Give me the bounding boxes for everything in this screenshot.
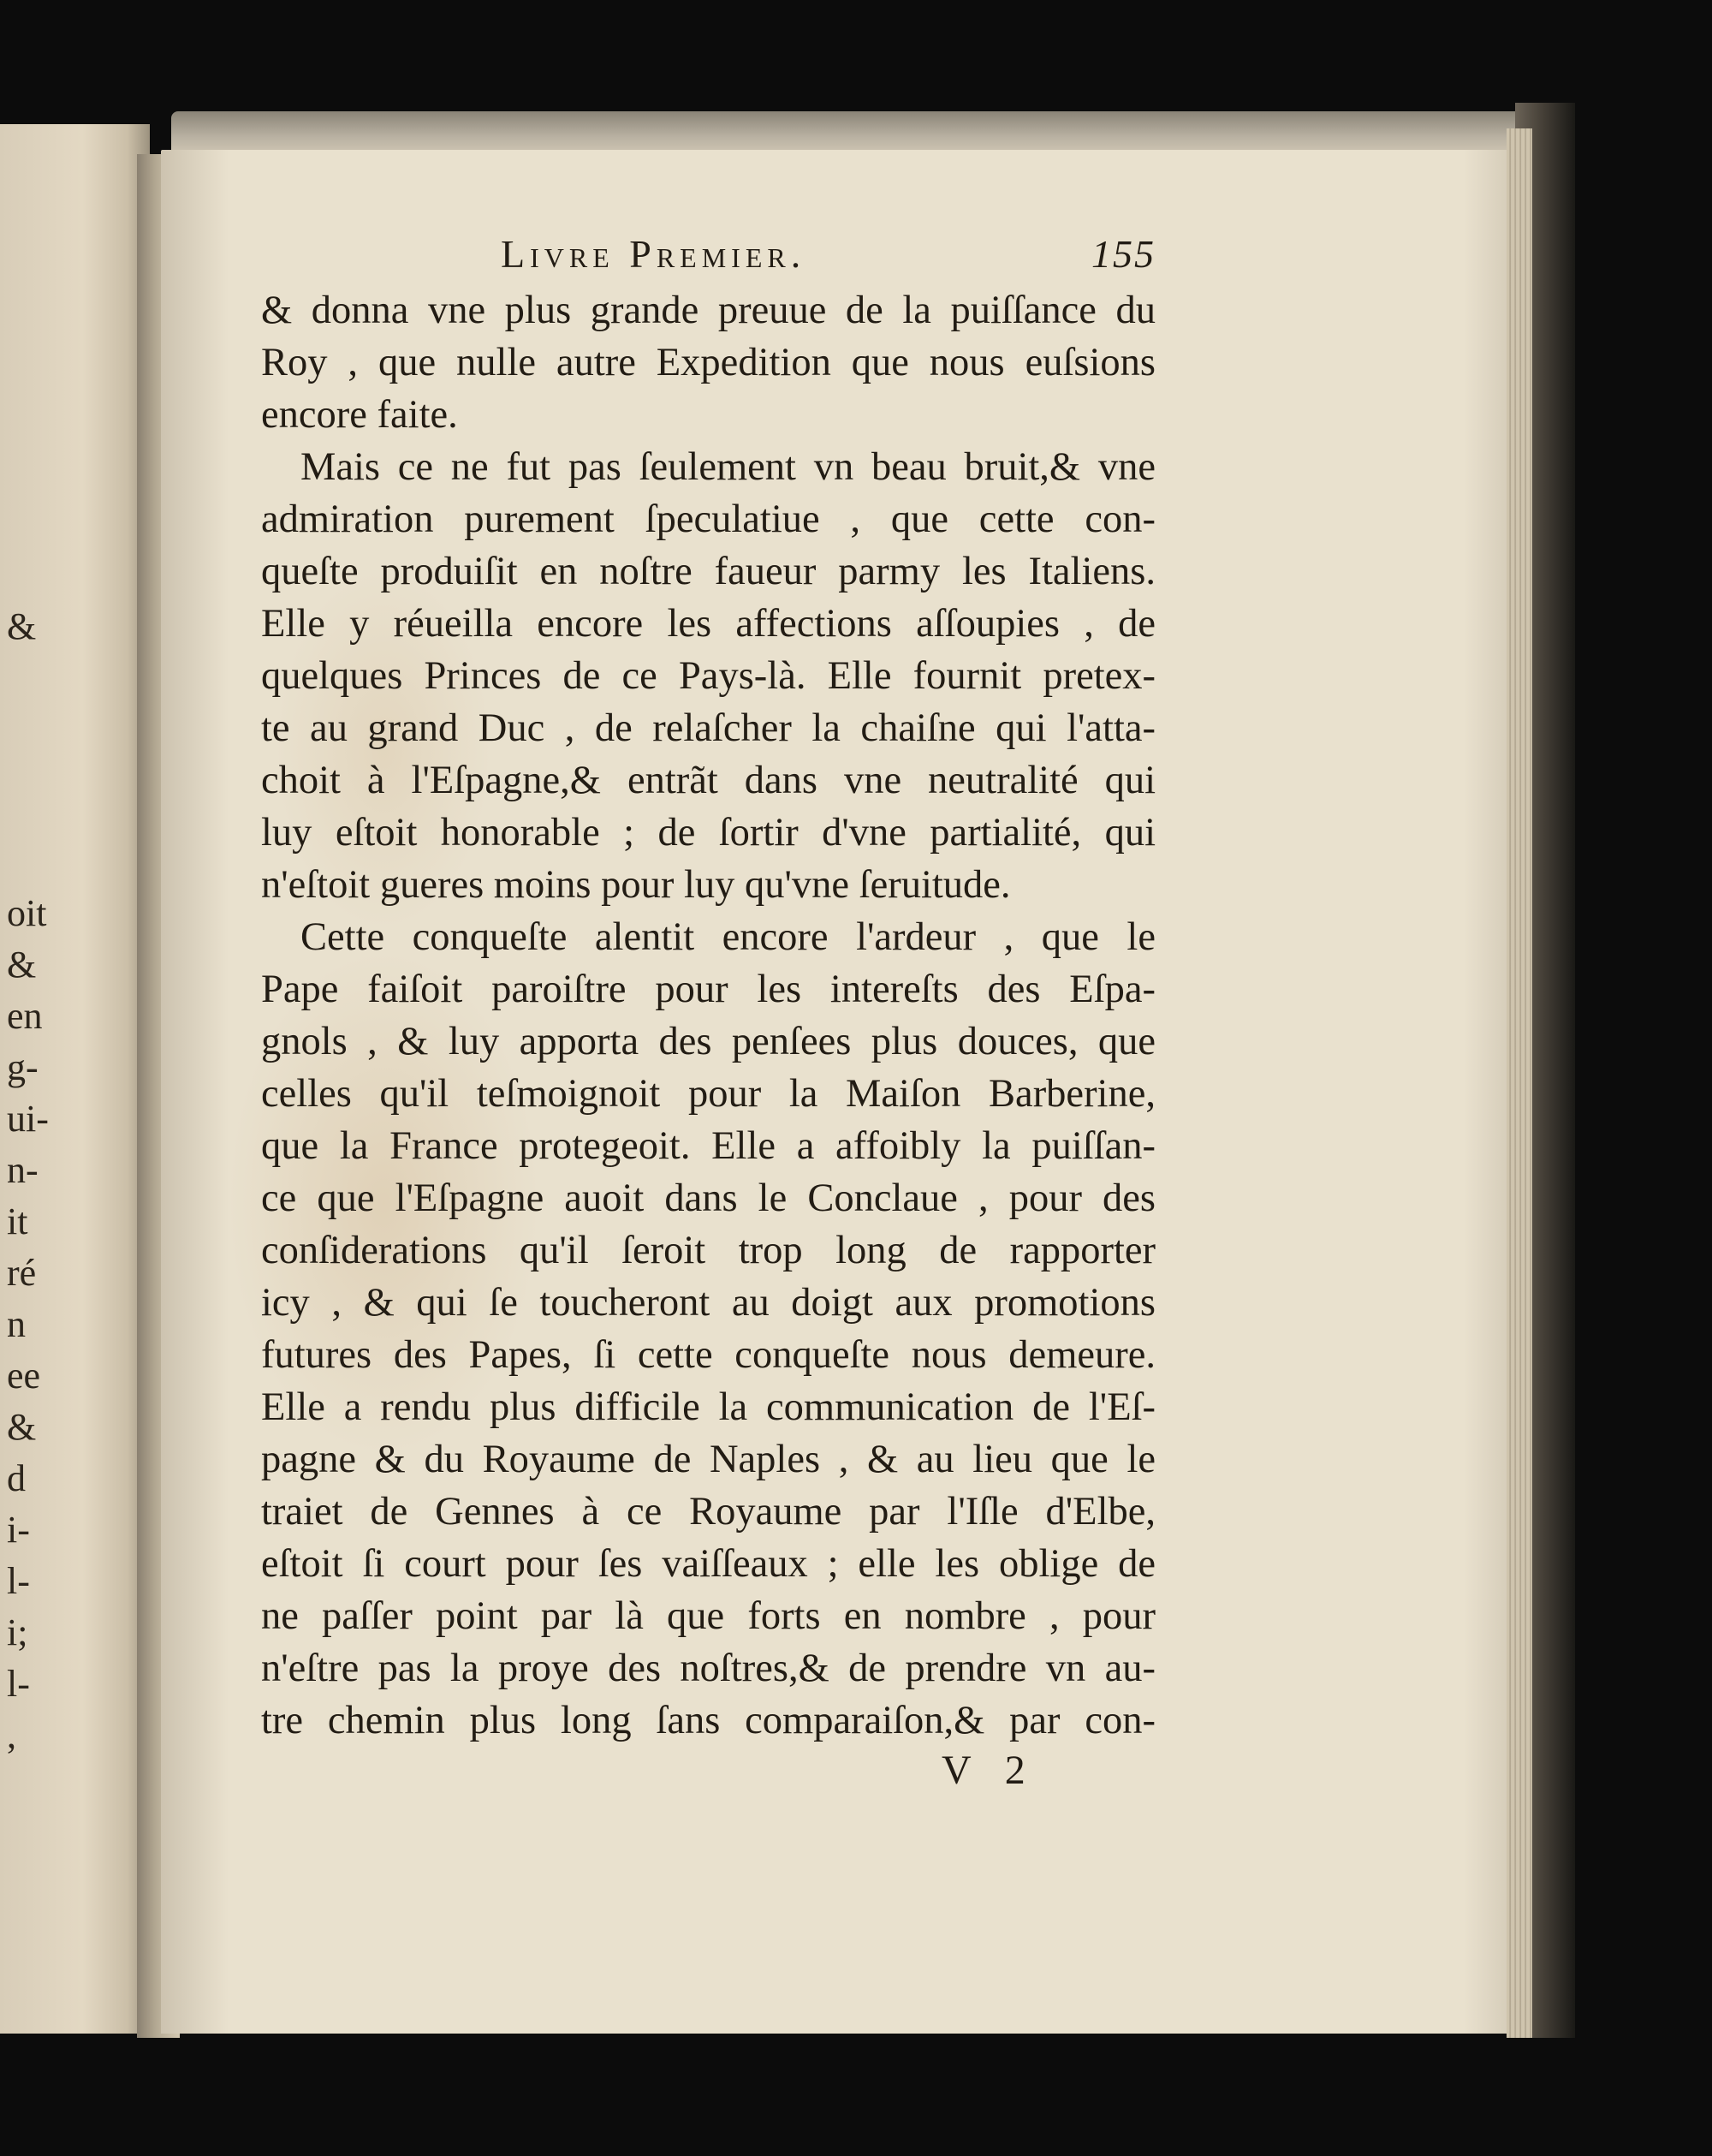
facing-page-fragment: l- bbox=[7, 1560, 30, 1602]
text-line: te au grand Duc , de relaſcher la chaiſne qui l'atta- bbox=[261, 706, 1156, 750]
text-line: Elle y réueilla encore les affections aſſoupies , de bbox=[261, 602, 1156, 646]
running-head: Livre Premier. bbox=[501, 232, 806, 276]
text-line: pagne & du Royaume de Naples , & au lieu que le bbox=[261, 1438, 1156, 1481]
text-line: eſtoit ſi court pour ſes vaiſſeaux ; elle les oblige de bbox=[261, 1542, 1156, 1586]
text-line: luy eſtoit honorable ; de ſortir d'vne partialité, qui bbox=[261, 811, 1156, 855]
facing-page-fragment: ré bbox=[7, 1252, 37, 1294]
facing-page-fragment: & bbox=[7, 944, 37, 986]
text-line: quelques Princes de ce Pays-là. Elle fournit pretex- bbox=[261, 654, 1156, 698]
facing-page-fragment: & bbox=[7, 1406, 37, 1448]
facing-page-fragment: n bbox=[7, 1303, 26, 1345]
facing-page-fragment: , bbox=[7, 1714, 16, 1756]
text-line: ne paſſer point par là que forts en nombre , pour bbox=[261, 1594, 1156, 1638]
facing-page-fragment: l- bbox=[7, 1663, 30, 1705]
text-line: Pape faiſoit paroiſtre pour les intereſts des Eſpa- bbox=[261, 968, 1156, 1011]
text-line: icy , & qui ſe toucheront au doigt aux promotions bbox=[261, 1281, 1156, 1325]
page-text-block bbox=[261, 231, 1156, 1747]
text-line: ce que l'Eſpagne auoit dans le Conclaue , pour des bbox=[261, 1176, 1156, 1220]
text-line: Elle a rendu plus difficile la communication de l'Eſ- bbox=[261, 1385, 1156, 1429]
facing-page-fragment: en bbox=[7, 995, 43, 1037]
paragraph-start-line: Cette conqueſte alentit encore l'ardeur , que le bbox=[300, 915, 1156, 959]
facing-page-fragment: oit bbox=[7, 892, 47, 934]
text-line: n'eſtre pas la proye des noſtres,& de prendre vn au- bbox=[261, 1647, 1156, 1690]
facing-page-fragment: ui- bbox=[7, 1098, 49, 1140]
text-line: Roy , que nulle autre Expedition que nous euſsions bbox=[261, 341, 1156, 384]
text-line: choit à l'Eſpagne,& entrãt dans vne neutralité qui bbox=[261, 759, 1156, 802]
text-line: traiet de Gennes à ce Royaume par l'Iſle d'Elbe, bbox=[261, 1490, 1156, 1534]
facing-page-fragment: i; bbox=[7, 1611, 28, 1653]
facing-page-left bbox=[0, 124, 150, 2034]
text-line: futures des Papes, ſi cette conqueſte nous demeure. bbox=[261, 1333, 1156, 1377]
text-line: admiration purement ſpeculatiue , que cette con- bbox=[261, 497, 1156, 541]
facing-page-fragment: it bbox=[7, 1200, 28, 1242]
page-number: 155 bbox=[1091, 232, 1156, 276]
text-line: tre chemin plus long ſans comparaiſon,& par con- bbox=[261, 1699, 1156, 1742]
text-line: celles qu'il teſmoignoit pour la Maiſon Barberine, bbox=[261, 1072, 1156, 1116]
page-header bbox=[261, 231, 1156, 284]
facing-page-fragment: n- bbox=[7, 1149, 39, 1191]
paragraph-start-line: Mais ce ne fut pas ſeulement vn beau bruit,& vne bbox=[300, 445, 1156, 489]
signature-mark: V 2 bbox=[942, 1748, 1037, 1793]
facing-page-fragment: i- bbox=[7, 1509, 30, 1551]
facing-page-fragment: ee bbox=[7, 1355, 41, 1397]
text-line: encore faite. bbox=[261, 393, 458, 437]
facing-page-fragment: g- bbox=[7, 1046, 39, 1088]
text-line: & donna vne plus grande preuue de la puiſſance du bbox=[261, 289, 1156, 332]
text-line: queſte produiſit en noſtre faueur parmy les Italiens. bbox=[261, 550, 1156, 593]
facing-page-fragment: & bbox=[7, 605, 37, 647]
text-line: n'eſtoit gueres moins pour luy qu'vne ſeruitude. bbox=[261, 863, 1011, 907]
page-fore-edge bbox=[1507, 128, 1532, 2038]
text-line: que la France protegeoit. Elle a affoibly la puiſſan- bbox=[261, 1124, 1156, 1168]
text-line: conſiderations qu'il ſeroit trop long de rapporter bbox=[261, 1229, 1156, 1272]
book-top-edge bbox=[171, 111, 1549, 154]
text-line: gnols , & luy apporta des penſees plus douces, que bbox=[261, 1020, 1156, 1063]
facing-page-fragment: d bbox=[7, 1457, 26, 1499]
